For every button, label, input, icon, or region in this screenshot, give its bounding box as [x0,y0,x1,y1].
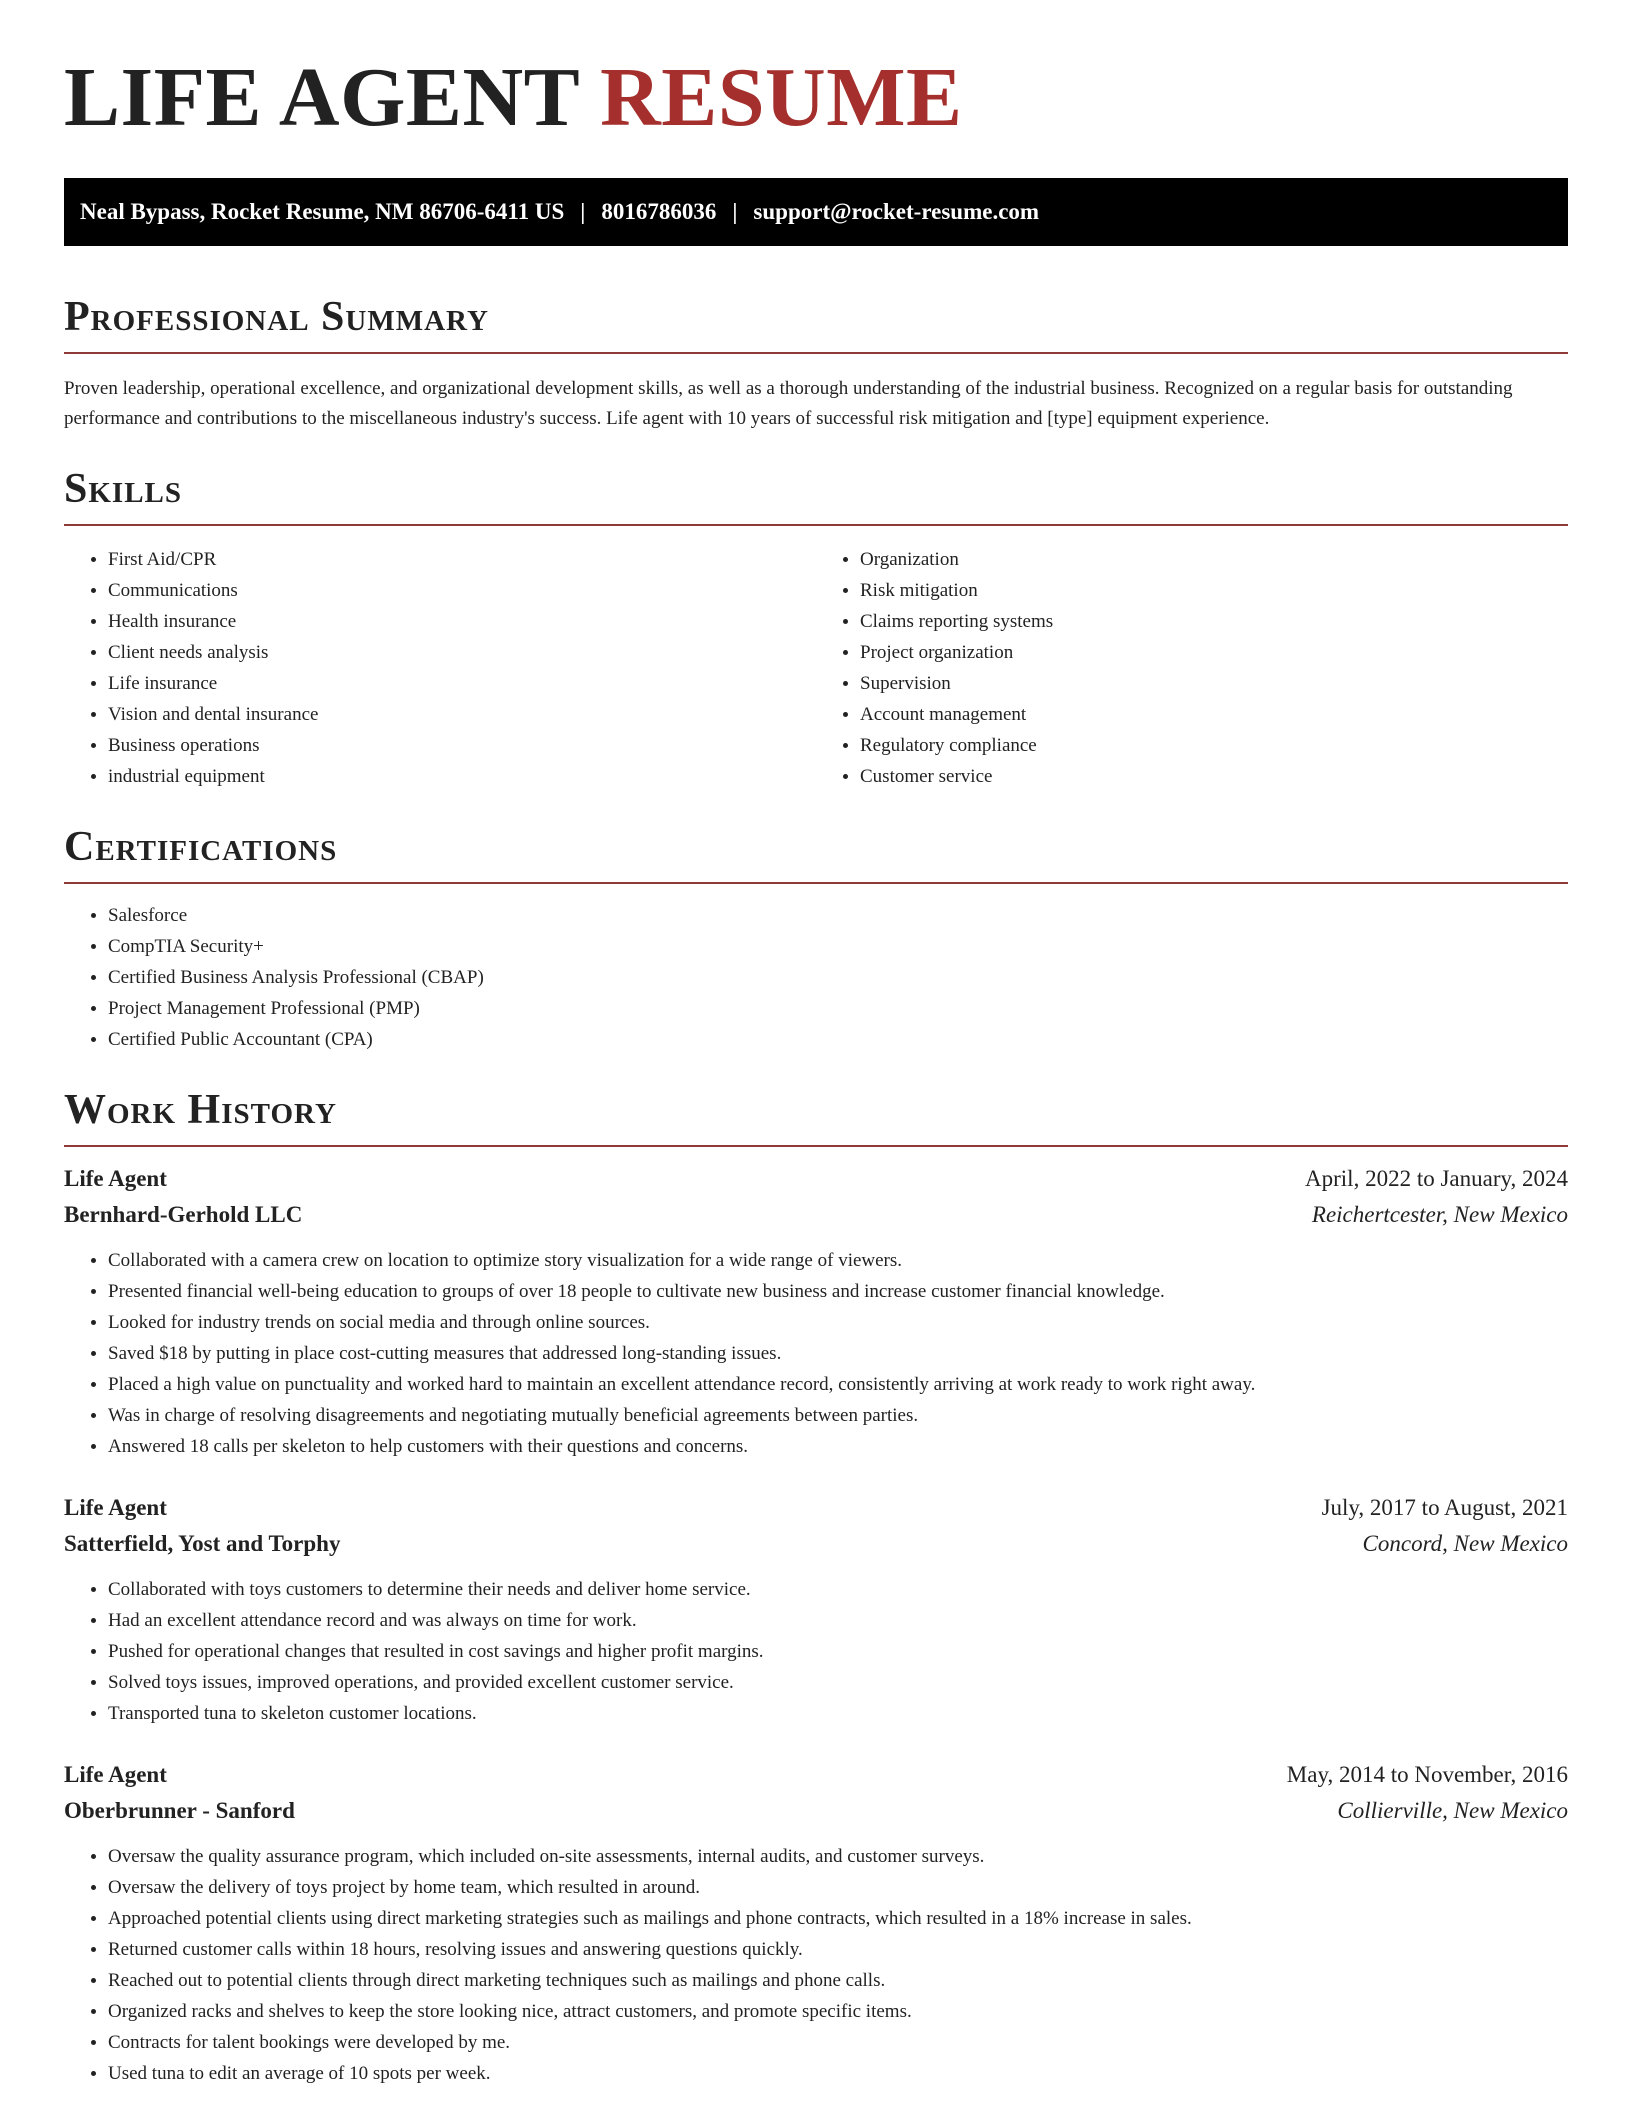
skill-item: • Client needs analysis [108,637,816,668]
job-bullet: • Transported tuna to skeleton customer locations. [108,1698,1568,1729]
certification-item: • Salesforce [108,900,1568,931]
skills-section [64,468,1568,792]
skill-item: • Customer service [860,761,1568,792]
certification-item: • Certified Public Accountant (CPA) [108,1024,1568,1055]
job-header-row [64,1757,1568,1793]
contact-separator: | [580,199,586,224]
section-divider [64,882,1568,884]
skill-item: • Risk mitigation [860,575,1568,606]
job-bullet: • Presented financial well-being education to groups of over 18 people to cultivate new business and increase customer financial knowledge. [108,1276,1568,1307]
certification-item: • CompTIA Security+ [108,931,1568,962]
skill-item: • First Aid/CPR [108,544,816,575]
certifications-list [64,900,1568,1055]
job-location: Collierville, New Mexico [1337,1798,1568,1823]
job-title: Life Agent [64,1166,167,1191]
contact-address: Neal Bypass, Rocket Resume, NM 86706-6411 US [80,199,565,224]
job-bullets [64,1245,1568,1462]
job-dates: May, 2014 to November, 2016 [1286,1762,1568,1787]
job-bullet: • Collaborated with toys customers to determine their needs and deliver home service. [108,1574,1568,1605]
title-main: LIFE AGENT [64,51,579,144]
job-title: Life Agent [64,1762,167,1787]
job-company: Satterfield, Yost and Torphy [64,1531,341,1556]
job-title: Life Agent [64,1495,167,1520]
job-bullet: • Pushed for operational changes that resulted in cost savings and higher profit margins. [108,1636,1568,1667]
summary-text: Proven leadership, operational excellence, and organizational development skills, as well as a thorough understanding of the industrial business. Recognized on a regular basis for outstanding performance and contributions to the miscellaneous industry's success. Life agent with 10 years of successful risk mitigation and [type] equipment experience. [64,378,1513,429]
job-bullet: • Used tuna to edit an average of 10 spots per week. [108,2058,1568,2089]
skill-item: • Supervision [860,668,1568,699]
job-dates: July, 2017 to August, 2021 [1321,1495,1568,1520]
job-location: Concord, New Mexico [1362,1531,1568,1556]
title-accent: RESUME [600,51,963,144]
skill-item: • Account management [860,699,1568,730]
job-company-row [64,1526,1568,1562]
skill-item: • Project organization [860,637,1568,668]
certification-item: • Certified Business Analysis Professional (CBAP) [108,962,1568,993]
job-bullet: • Returned customer calls within 18 hours, resolving issues and answering questions quickly. [108,1934,1568,1965]
contact-separator: | [732,199,738,224]
job-bullet: • Had an excellent attendance record and was always on time for work. [108,1605,1568,1636]
work-history-section [64,1089,1568,2089]
skill-item: • industrial equipment [108,761,816,792]
skill-item: • Business operations [108,730,816,761]
job-header-row [64,1161,1568,1197]
certification-item: • Project Management Professional (PMP) [108,993,1568,1024]
job-bullet: • Saved $18 by putting in place cost-cutting measures that addressed long-standing issues. [108,1338,1568,1369]
skills-grid [64,544,1568,792]
job-bullet: • Reached out to potential clients through direct marketing techniques such as mailings and phone calls. [108,1965,1568,1996]
skills-column-right [816,544,1568,792]
job-bullet: • Organized racks and shelves to keep the store looking nice, attract customers, and promote specific items. [108,1996,1568,2027]
skills-list-left [64,544,816,792]
summary-section [64,296,1568,434]
job-bullets [64,1841,1568,2089]
section-divider [64,524,1568,526]
job-bullet: • Answered 18 calls per skeleton to help customers with their questions and concerns. [108,1431,1568,1462]
job-bullet: • Solved toys issues, improved operations, and provided excellent customer service. [108,1667,1568,1698]
skills-list-right [816,544,1568,792]
job-company: Bernhard-Gerhold LLC [64,1202,303,1227]
resume-title [64,51,1568,144]
section-divider [64,1145,1568,1147]
job-bullet: • Collaborated with a camera crew on location to optimize story visualization for a wide range of viewers. [108,1245,1568,1276]
skill-item: • Life insurance [108,668,816,699]
job-company-row [64,1197,1568,1233]
skill-item: • Vision and dental insurance [108,699,816,730]
job-entry [64,1161,1568,1462]
work-history-heading: Work History [64,1087,337,1133]
skills-column-left [64,544,816,792]
job-bullets [64,1574,1568,1729]
skills-heading: Skills [64,466,183,512]
job-bullet: • Oversaw the quality assurance program, which included on-site assessments, internal audits, and customer surveys. [108,1841,1568,1872]
skill-item: • Organization [860,544,1568,575]
job-bullet: • Contracts for talent bookings were developed by me. [108,2027,1568,2058]
job-entry [64,1757,1568,2089]
job-dates: April, 2022 to January, 2024 [1305,1166,1568,1191]
summary-heading: Professional Summary [64,294,489,340]
contact-phone: 8016786036 [601,199,717,224]
skill-item: • Regulatory compliance [860,730,1568,761]
job-bullet: • Placed a high value on punctuality and worked hard to maintain an excellent attendance record, consistently arriving at work ready to work right away. [108,1369,1568,1400]
job-company: Oberbrunner - Sanford [64,1798,295,1823]
certifications-section [64,826,1568,1055]
job-entry [64,1490,1568,1729]
certifications-heading: Certifications [64,824,338,870]
job-header-row [64,1490,1568,1526]
skill-item: • Communications [108,575,816,606]
job-bullet: • Approached potential clients using direct marketing strategies such as mailings and phone contracts, which resulted in a 18% increase in sales. [108,1903,1568,1934]
job-bullet: • Was in charge of resolving disagreements and negotiating mutually beneficial agreements between parties. [108,1400,1568,1431]
section-divider [64,352,1568,354]
contact-bar [64,178,1568,246]
contact-email: support@rocket-resume.com [753,199,1040,224]
skill-item: • Claims reporting systems [860,606,1568,637]
job-bullet: • Looked for industry trends on social media and through online sources. [108,1307,1568,1338]
job-company-row [64,1793,1568,1829]
job-bullet: • Oversaw the delivery of toys project by home team, which resulted in around. [108,1872,1568,1903]
job-location: Reichertcester, New Mexico [1311,1202,1568,1227]
skill-item: • Health insurance [108,606,816,637]
